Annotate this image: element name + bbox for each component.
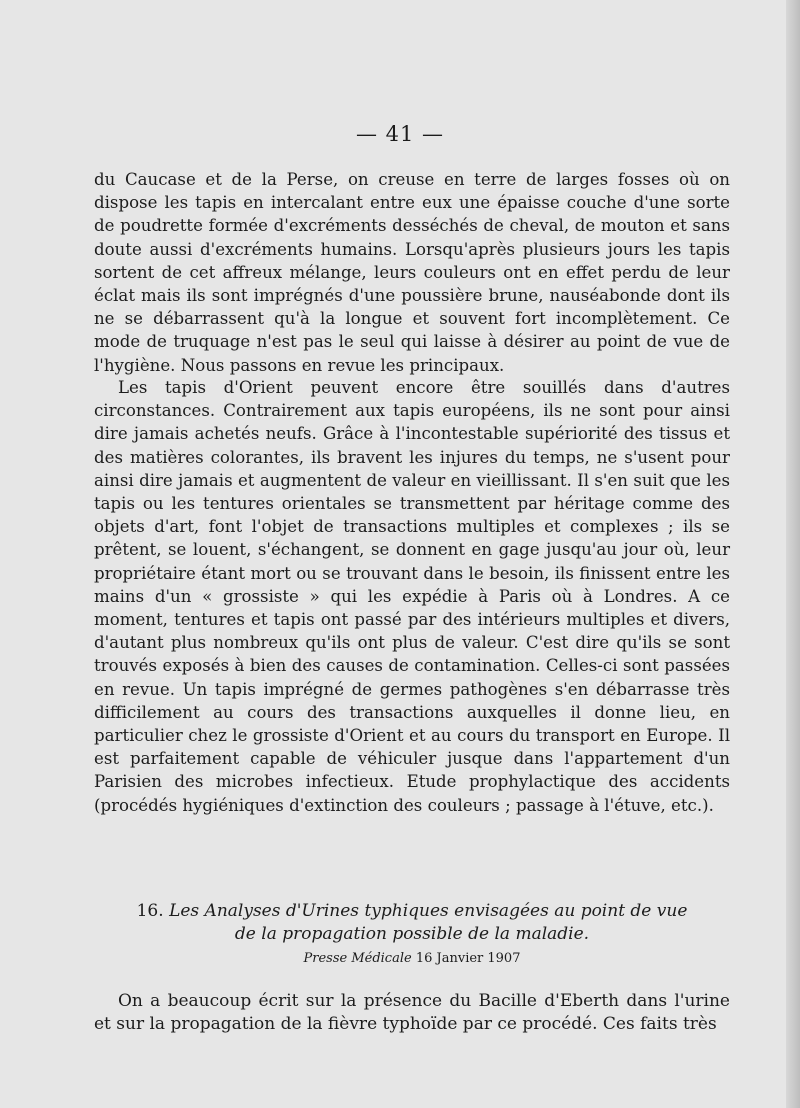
section-title-line2: de la propagation possible de la maladie.: [234, 924, 590, 944]
source-journal: Presse Médicale: [303, 951, 412, 966]
paragraph-carpet-treatment: du Caucase et de la Perse, on creuse en terre de larges fosses où on dispose les tapis en intercalant entre eux une épaisse couche d'une sorte de poudrette formée d'excréments desséchés de cheval, de mouton et sans doute aussi d'excréments humains. Lorsqu'après plusieurs jours les tapis sortent de cet affreux mélange, leurs couleurs ont en effet perdu de leur éclat mais ils sont imprégnés d'une poussière brune, nauséabonde dont ils ne se débarrassent qu'à la longue et souvent fort incomplètement. Ce mode de truquage n'est pas le seul qui laisse à désirer au point de vue de l'hygiène. Nous passons en revue les principaux.: [94, 170, 730, 375]
page-number: — 41 —: [355, 122, 445, 146]
paragraph-oriental-carpets: Les tapis d'Orient peuvent encore être souillés dans d'autres circonstances. Contrairement aux tapis européens, ils ne sont pour ainsi dire jamais achetés neufs. Grâce à l'incontestable supériorité des tissus et des matières colorantes, ils bravent les injures du temps, ne s'usent pour ainsi dire jamais et augmentent de valeur en vieillissant. Il s'en suit que les tapis ou les tentures orientales se transmettent par héritage comme des objets d'art, font l'objet de transactions multiples et complexes ; ils se prêtent, se louent, s'échangent, se donnent en gage jusqu'au jour où, leur propriétaire étant mort ou se trouvant dans le besoin, ils finissent entre les mains d'un « grossiste » qui les expédie à Paris où à Londres. A ce moment, tentures et tapis ont passé par des intérieurs multiples et divers, d'autant plus nombreux qu'ils ont plus de valeur. C'est dire qu'ils se sont trouvés exposés à bien des causes de contamination. Celles-ci sont passées en revue. Un tapis imprégné de germes pathogènes s'en débarrasse très difficilement au cours des transactions auxquelles il donne lieu, en particulier chez le grossiste d'Orient et au cours du transport en Europe. Il est parfaitement capable de véhiculer jusque dans l'appartement d'un Parisien des microbes infectieux. Etude prophylactique des accidents (procédés hygiéniques d'extinction des couleurs ; passage à l'étuve, etc.).: [94, 378, 730, 815]
page-edge-shadow: [786, 0, 800, 1108]
section-number: 16.: [136, 901, 164, 921]
source-date: 16 Janvier 1907: [415, 951, 521, 966]
paragraph-typhoid-urine: On a beaucoup écrit sur la présence du Bacille d'Eberth dans l'urine et sur la propagation de la fièvre typhoïde par ce procédé. Ces faits très: [94, 991, 730, 1035]
section-heading: [94, 900, 730, 946]
section-title-line1: Les Analyses d'Urines typhiques envisagées au point de vue: [169, 901, 688, 921]
section-source: [94, 951, 730, 966]
